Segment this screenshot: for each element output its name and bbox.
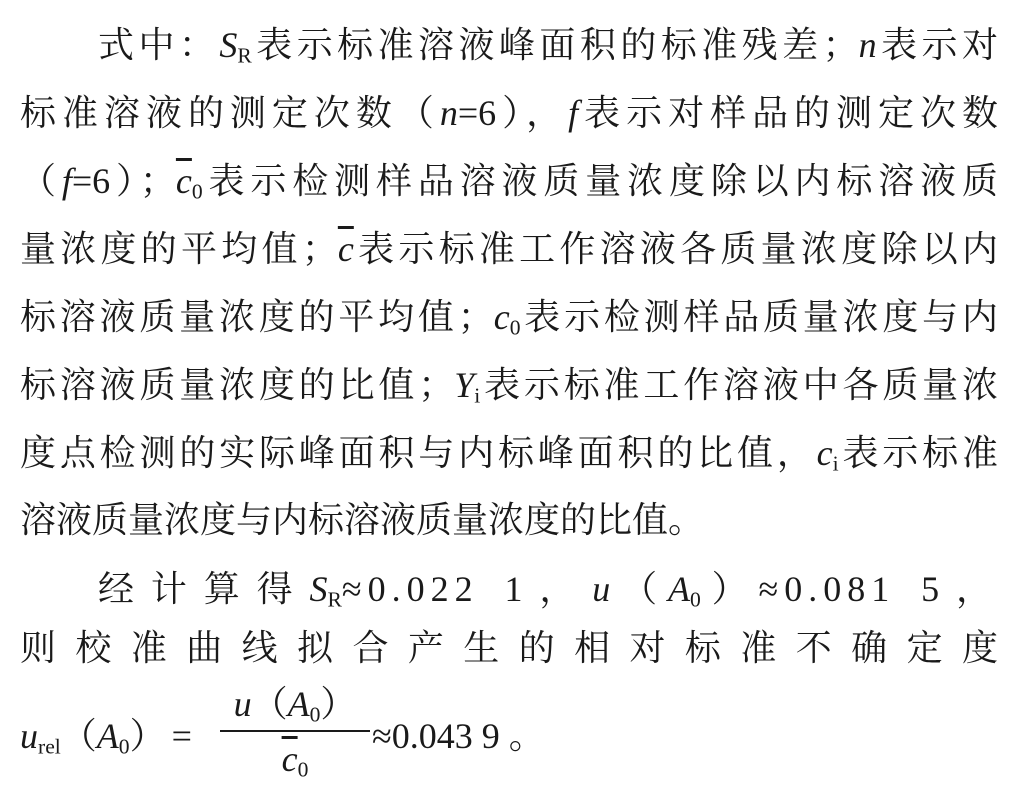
text: 则校准曲线拟合产生的相对标准不确定度 bbox=[20, 628, 998, 669]
equation-fraction bbox=[220, 680, 370, 782]
var-S: $S_R$ bbox=[219, 25, 252, 68]
text: 表示检测样品质量浓度与内 bbox=[520, 297, 998, 338]
text: =6）； bbox=[71, 161, 176, 201]
p1-line-7 bbox=[20, 420, 998, 486]
text: ≈0.022 1， bbox=[341, 569, 593, 609]
p1-line-8 bbox=[20, 488, 998, 554]
var-u: u bbox=[592, 569, 611, 609]
var-n: n bbox=[439, 93, 458, 133]
p2-line-1 bbox=[20, 556, 998, 622]
uncertainty-equation bbox=[20, 680, 920, 790]
text: 标准溶液的测定次数（ bbox=[20, 93, 440, 134]
p1-line-4 bbox=[20, 216, 998, 282]
var-A0: $A_0$ bbox=[667, 569, 701, 612]
text: （ bbox=[610, 569, 668, 610]
var-ci: $c_i$ bbox=[816, 433, 839, 476]
p1-line-2 bbox=[20, 80, 998, 146]
var-f: f bbox=[568, 93, 579, 133]
text: 表示标准 bbox=[838, 433, 998, 474]
var-S: $S_R$ bbox=[309, 569, 342, 612]
text: 标溶液质量浓度的比值； bbox=[20, 365, 455, 406]
var-f: f bbox=[61, 161, 72, 201]
text: 经计算得 bbox=[98, 569, 310, 610]
p1-line-6 bbox=[20, 352, 998, 418]
text: 表示标准工作溶液中各质量浓 bbox=[480, 365, 998, 406]
text: ≈0.081 5， bbox=[758, 569, 998, 609]
text: 量浓度的平均值； bbox=[20, 229, 338, 270]
var-n: n bbox=[858, 25, 877, 65]
equation-lhs: $u_{rel}(A_0)$ = bbox=[20, 716, 192, 759]
text: （ bbox=[20, 161, 62, 202]
text: 溶液质量浓度与内标溶液质量浓度的比值。 bbox=[20, 500, 705, 541]
text: ） bbox=[700, 569, 759, 610]
p1-line-3 bbox=[20, 148, 998, 214]
text: 标溶液质量浓度的平均值； bbox=[20, 297, 494, 338]
text: 式中： bbox=[98, 25, 220, 66]
var-c-bar: $\overline{c}$ bbox=[337, 229, 354, 269]
fraction-line bbox=[220, 730, 370, 732]
p1-line-1 bbox=[20, 12, 998, 78]
text: 表示检测样品溶液质量浓度除以内标溶液质 bbox=[202, 161, 998, 202]
equation-result: ≈0.043 9 。 bbox=[372, 716, 545, 756]
fraction-denominator: $\overline{c}_0$ bbox=[281, 739, 309, 782]
var-Yi: $Y_i$ bbox=[454, 365, 481, 408]
text: 表示对样品的测定次数 bbox=[578, 93, 998, 134]
text: 表示标准工作溶液各质量浓度除以内 bbox=[353, 229, 998, 270]
fraction-numerator: $u(A_0)$ bbox=[233, 684, 357, 727]
text: 表示标准溶液峰面积的标准残差； bbox=[251, 25, 859, 66]
p1-line-5 bbox=[20, 284, 998, 350]
text: 度点检测的实际峰面积与内标峰面积的比值， bbox=[20, 433, 817, 474]
var-c0-bar: $\overline{c}_0$ bbox=[175, 161, 203, 204]
text: 表示对 bbox=[876, 25, 998, 66]
p2-line-2 bbox=[20, 616, 998, 682]
text: =6）， bbox=[457, 93, 569, 133]
var-c0: $c_0$ bbox=[493, 297, 521, 340]
